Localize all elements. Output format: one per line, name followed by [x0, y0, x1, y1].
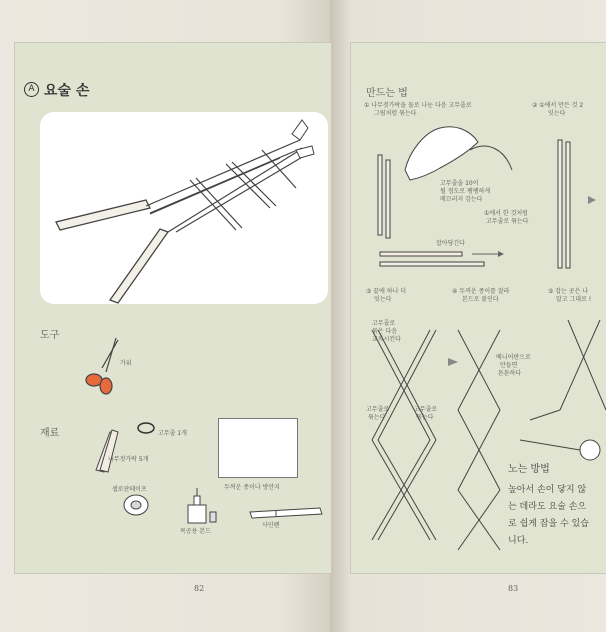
glue-label: 목공용 본드	[180, 528, 211, 535]
tape-label: 셀로판테이프	[112, 486, 147, 493]
note-veneer-b: 만들면	[500, 362, 518, 369]
step1-note-a: 고무줄을 10이	[440, 180, 479, 187]
step1-note-b: 될 정도로 팽팽하게	[440, 188, 491, 195]
chopsticks-label: 나무젓가락 5개	[108, 456, 149, 463]
materials-heading: 재료	[40, 428, 60, 439]
thick-paper-sheet	[218, 418, 298, 478]
step3-text: ③ 끝에 하나 더	[366, 288, 407, 295]
note-tie-right-a: 고무줄로	[414, 406, 438, 413]
how-to-make-heading: 만드는 법	[366, 88, 408, 99]
step5-text-b: 말고 그대로 !	[556, 296, 592, 303]
note-tie-left-a: 고무줄로	[366, 406, 390, 413]
step1-note2-a: ①에서 한 것처럼	[484, 210, 528, 217]
step2-text: ② ①에서 만든 것 2	[532, 102, 584, 109]
step4-text-b: 본드로 붙인다	[462, 296, 499, 303]
step1-note2-b: 고무줄로 묶는다	[486, 218, 529, 225]
step1-note-c: 매끄러지 감는다	[440, 196, 483, 203]
pen-label: 사인펜	[262, 522, 280, 529]
note-cross-b: 묶은 다음	[372, 328, 398, 335]
scissors-label: 가위	[120, 360, 132, 367]
note-tie-right-b: 묶는다	[416, 414, 434, 421]
page-title: 요술 손	[44, 83, 90, 99]
note-veneer-a: 베니어판으로	[496, 354, 531, 361]
scissors-icon	[86, 338, 118, 394]
rubber-band-label: 고무줄 1개	[158, 430, 187, 437]
note-veneer-c: 튼튼하다	[498, 370, 522, 377]
how-to-play-title: 노는 방법	[508, 464, 550, 475]
title-marker-circle: A	[24, 82, 39, 97]
paper-label: 두꺼운 종이나 방안지	[224, 484, 280, 491]
step4-text: ④ 두꺼운 종이를 잘라	[452, 288, 510, 295]
step1-text-b: 그림처럼 묶는다	[374, 110, 417, 117]
step5-text: ⑤ 잡는 곳은 나	[548, 288, 589, 295]
note-tie-left-b: 묶는다	[368, 414, 386, 421]
how-to-play-text: 높아서 손이 닿지 않는 데라도 요술 손으로 쉽게 잡을 수 있습니다.	[508, 485, 589, 546]
step2-text-b: 잇는다	[548, 110, 566, 117]
note-cross-a: 고무줄로	[372, 320, 396, 327]
right-page-number: 83	[508, 584, 519, 593]
note-cross-c: 교차시킨다	[372, 336, 401, 343]
left-page-number: 82	[194, 584, 205, 593]
step3-text-b: 잇는다	[374, 296, 392, 303]
pull-label: 잡아당긴다	[436, 240, 465, 247]
tools-heading: 도구	[40, 330, 60, 341]
step1-text: ① 나무젓가락을 둘로 나눈 다음 고무줄로	[364, 102, 472, 109]
